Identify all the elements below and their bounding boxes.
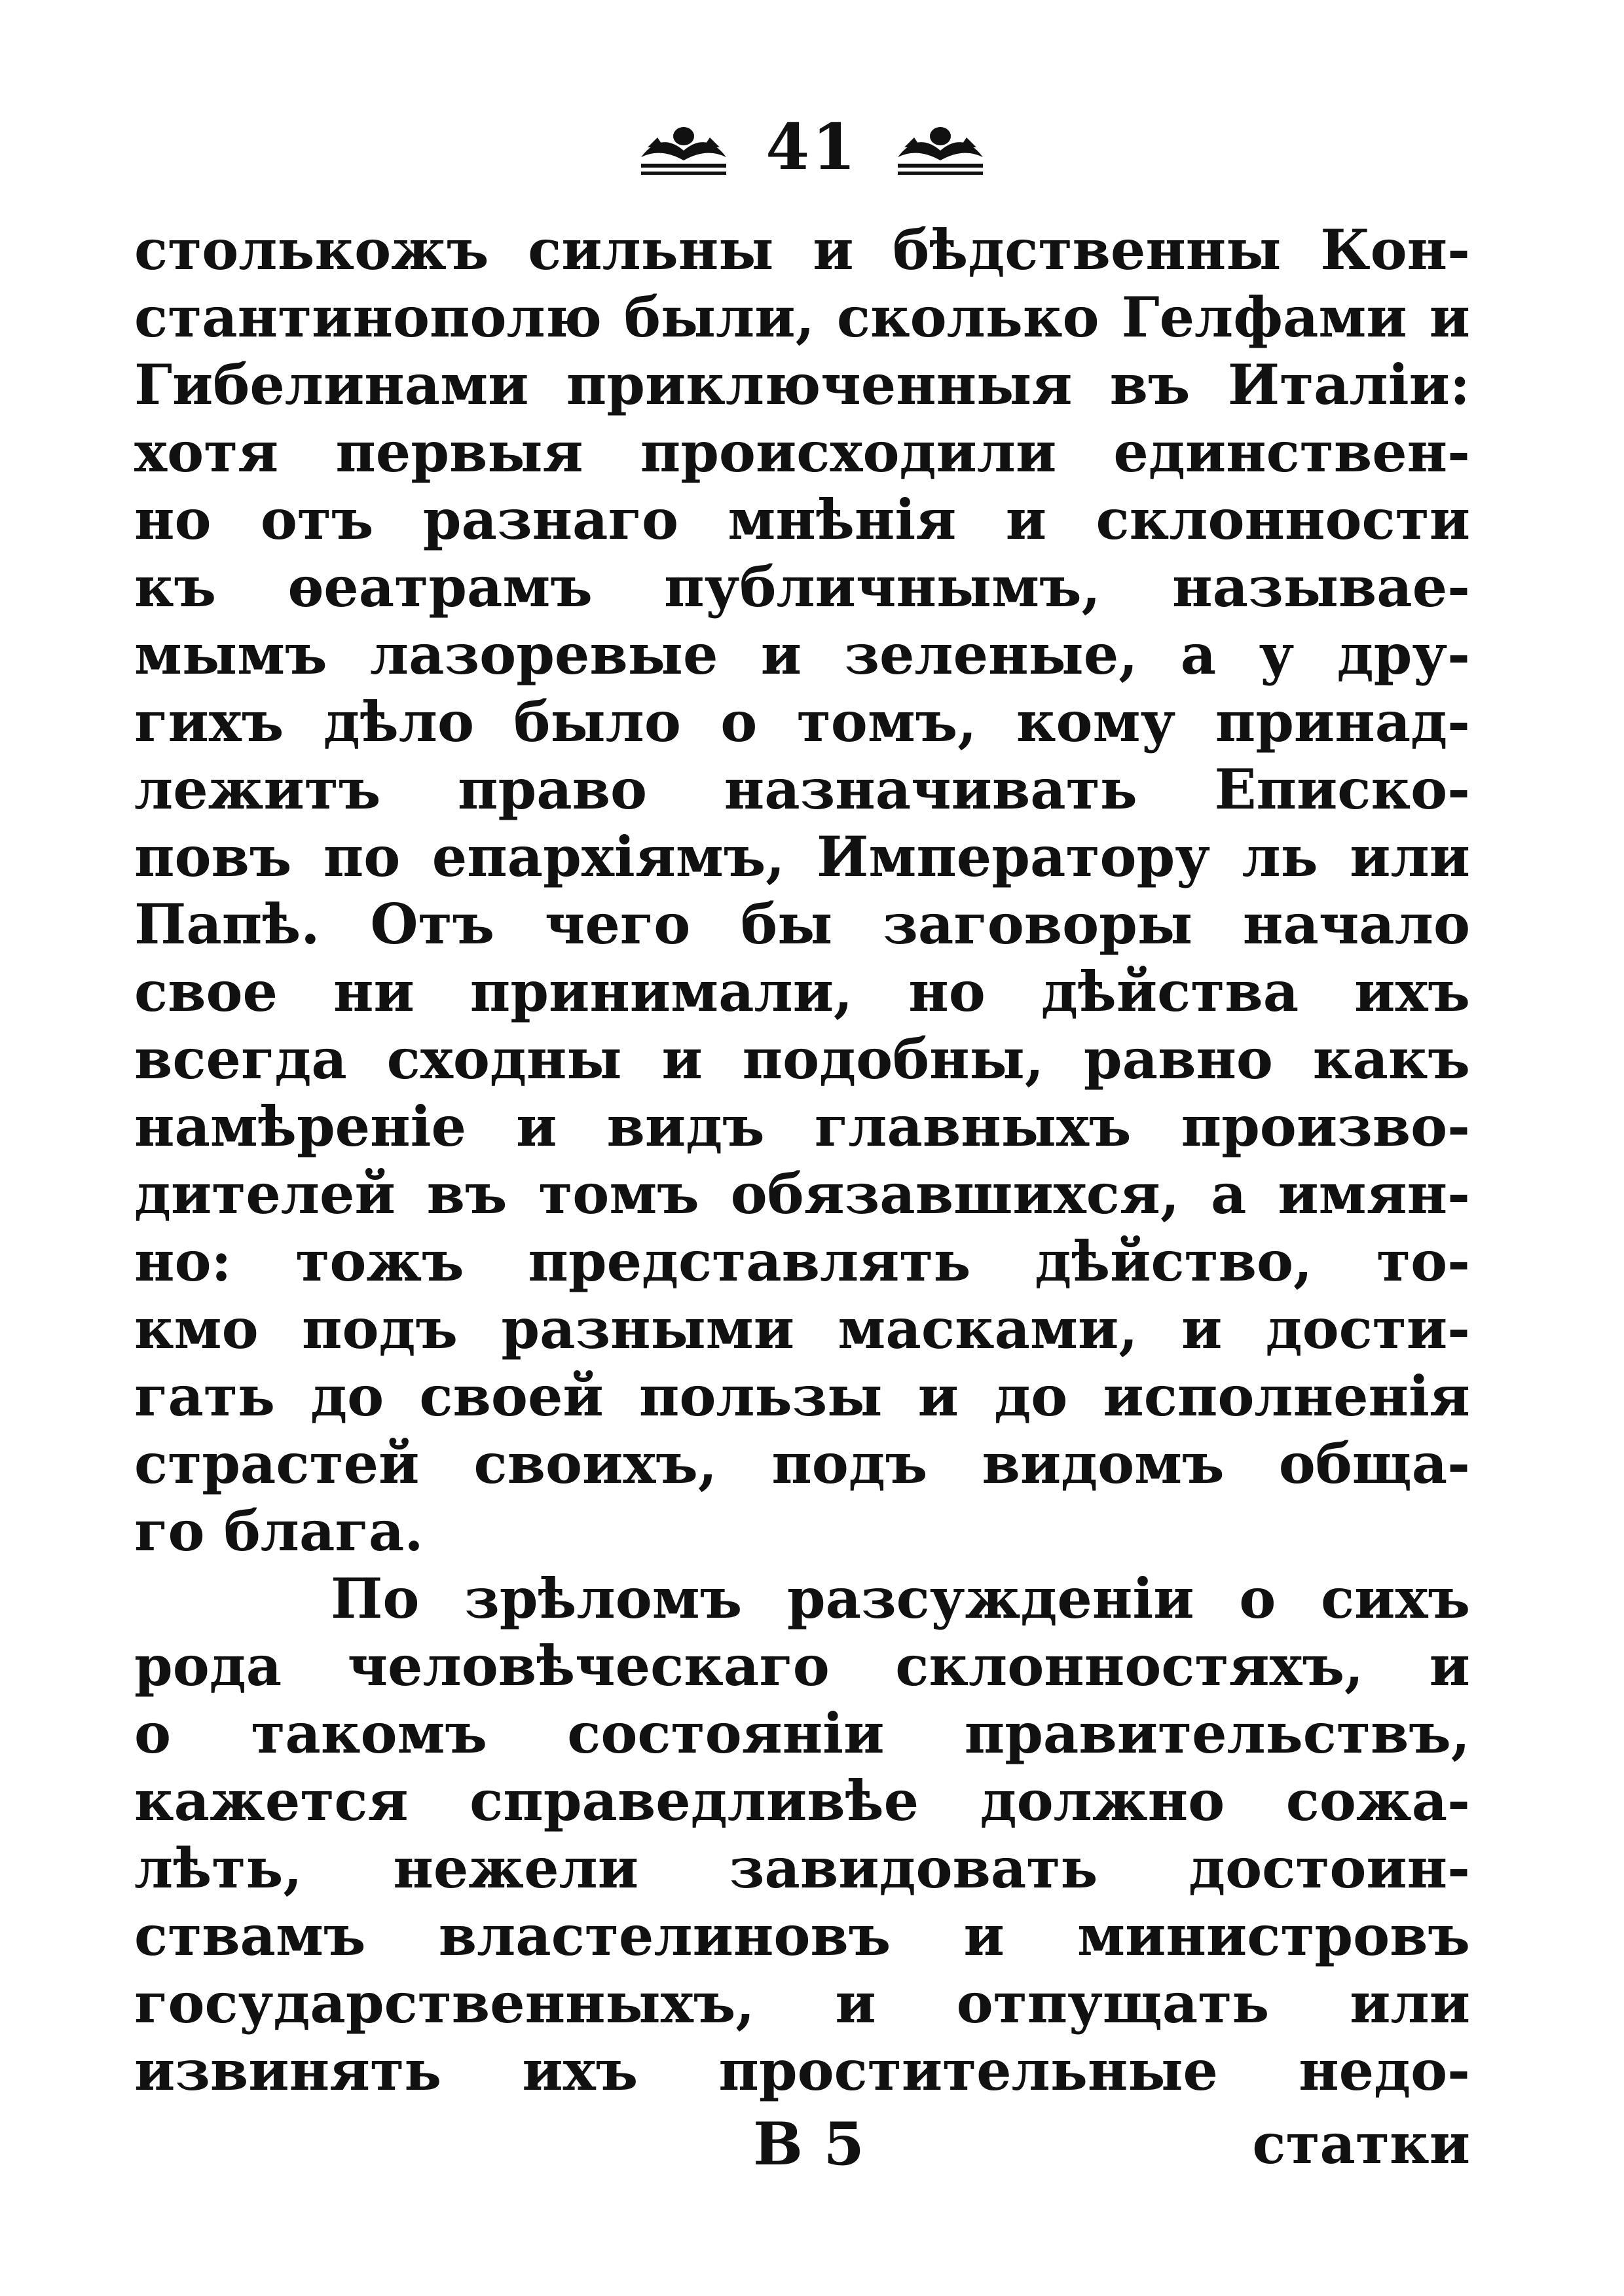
crown-ornament-icon xyxy=(891,111,989,183)
text-line: го блага. xyxy=(134,1499,424,1563)
text-line: ствамъ властелиновъ и министровъ xyxy=(134,1903,1470,1968)
text-line: столькожъ сильны и бѣдственны Кон- xyxy=(134,217,1470,282)
text-line: Гибелинами приключенныя въ Италіи: xyxy=(134,352,1470,417)
text-line: извинять ихъ простительные недо- xyxy=(134,2038,1470,2103)
text-line: всегда сходны и подобны, равно какъ xyxy=(134,1027,1470,1091)
text-line: гихъ дѣло было о томъ, кому принад- xyxy=(134,689,1470,754)
text-line: хотя первыя происходили единствен- xyxy=(134,420,1470,484)
text-line: повъ по епархіямъ, Императору ль или xyxy=(134,824,1470,889)
text-line: стантинополю были, сколько Гелфами и xyxy=(134,285,1470,350)
text-line: намѣреніе и видъ главныхъ произво- xyxy=(134,1094,1470,1159)
text-line: но отъ разнаго мнѣнія и склонности xyxy=(134,487,1470,552)
paragraph-2 xyxy=(134,1565,1470,2104)
text-line: государственныхъ, и отпущать или xyxy=(134,1971,1470,2035)
text-line: кмо подъ разными масками, и дости- xyxy=(134,1296,1470,1361)
crown-ornament-icon xyxy=(635,111,733,183)
text-line: Папѣ. Отъ чего бы заговоры начало xyxy=(134,892,1470,957)
text-line: свое ни принимали, но дѣйства ихъ xyxy=(134,959,1470,1024)
text-line: къ ѳеатрамъ публичнымъ, называе- xyxy=(134,555,1470,619)
running-header xyxy=(0,105,1624,190)
body-text xyxy=(134,216,1470,2104)
text-line: страстей своихъ, подъ видомъ общa- xyxy=(134,1431,1470,1496)
text-line: но: тожъ представлять дѣйство, то- xyxy=(134,1229,1470,1294)
catchword: статки xyxy=(1252,2111,1470,2176)
text-line: дителей въ томъ обязавшихся, а имян- xyxy=(134,1161,1470,1226)
page-number: 41 xyxy=(766,110,858,184)
text-line: кажется справедливѣе должно сожа- xyxy=(134,1768,1470,1833)
printer-signature: В 5 xyxy=(753,2109,865,2179)
page-footer xyxy=(134,2108,1470,2180)
text-line: о такомъ состояніи правительствъ, xyxy=(134,1701,1470,1766)
text-line: лежитъ право назначивать Еписко- xyxy=(134,757,1470,822)
text-line: рода человѣческаго склонностяхъ, и xyxy=(134,1633,1470,1698)
text-line: гать до своей пользы и до исполненія xyxy=(134,1364,1470,1429)
paragraph-1 xyxy=(134,216,1470,1565)
text-line: По зрѣломъ разсужденіи о сихъ xyxy=(331,1566,1470,1631)
text-line: лѣть, нежели завидовать достоин- xyxy=(134,1836,1470,1901)
text-line: мымъ лазоревые и зеленые, а у дру- xyxy=(134,622,1470,687)
